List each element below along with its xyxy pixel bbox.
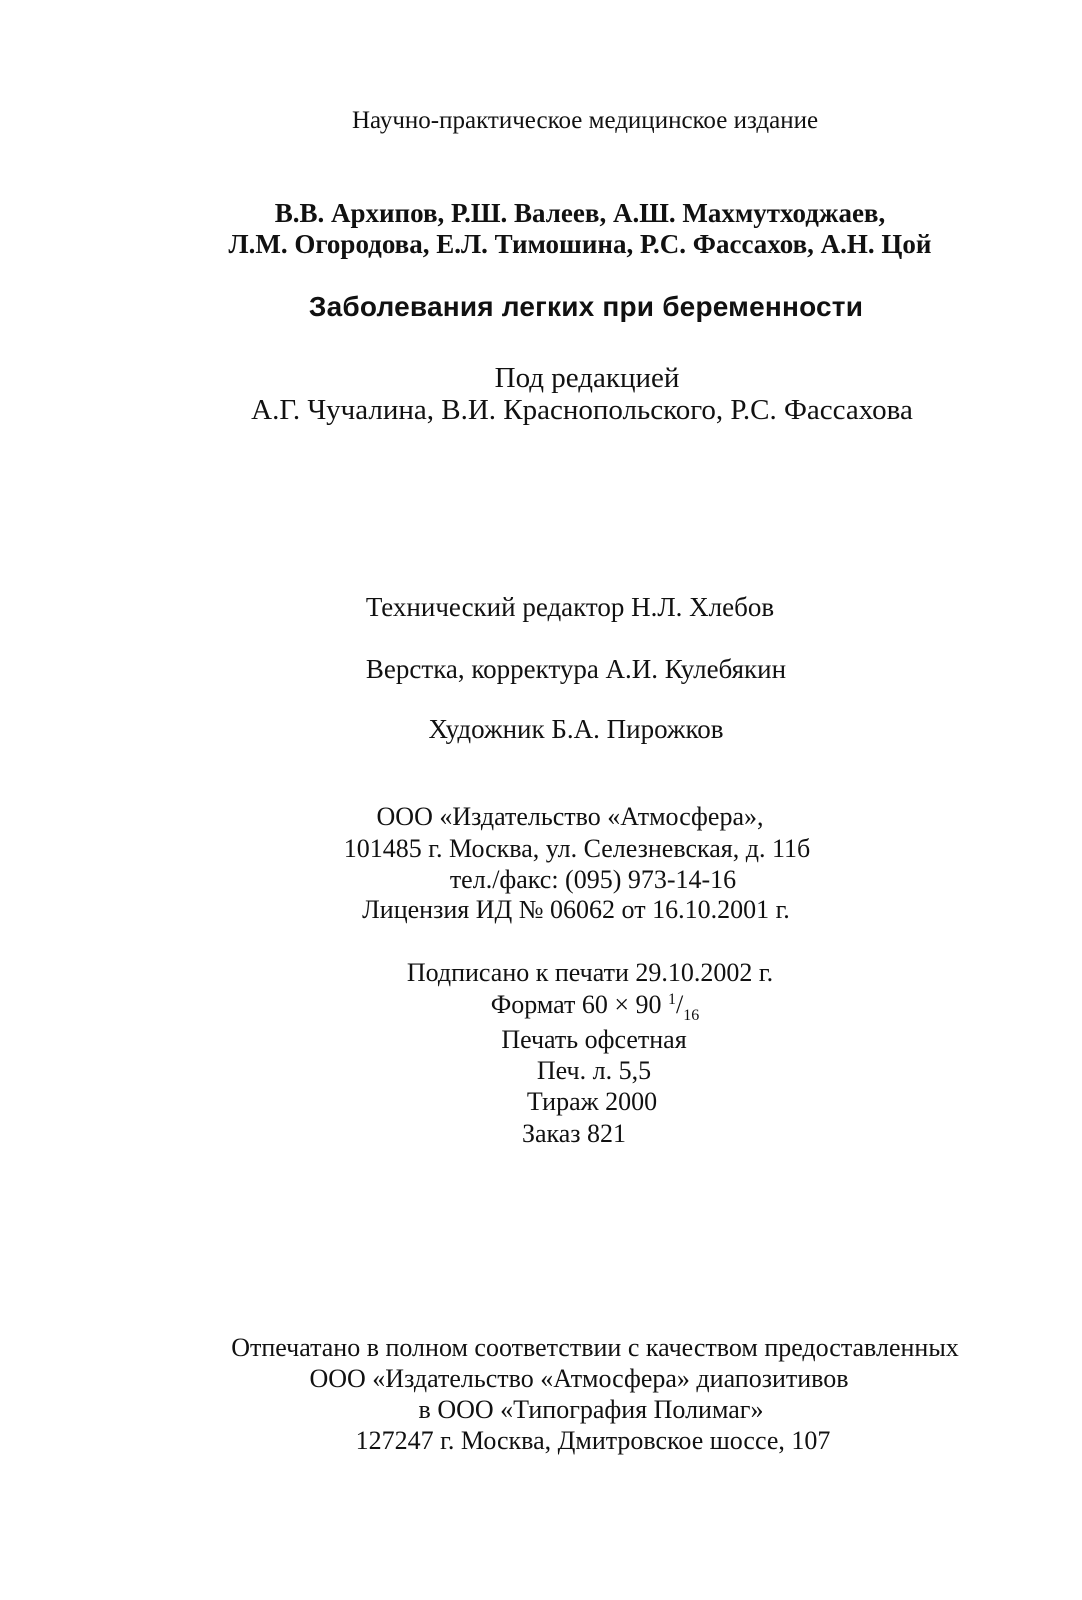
layout-proofreader: Верстка, корректура А.И. Кулебякин: [365, 654, 787, 684]
print-format: [0, 992, 1082, 1024]
printing-note-line-1: Отпечатано в полном соответствии с качеством предоставленных: [231, 1333, 959, 1362]
printing-note-line-4: 127247 г. Москва, Дмитровское шоссе, 107: [355, 1426, 831, 1455]
signed-to-print: Подписано к печати 29.10.2002 г.: [406, 958, 774, 987]
printing-note-line-3: в ООО «Типография Полимаг»: [418, 1395, 764, 1424]
printed-sheets: Печ. л. 5,5: [536, 1056, 652, 1085]
publisher-license: Лицензия ИД № 06062 от 16.10.2001 г.: [362, 895, 790, 924]
publisher-address: 101485 г. Москва, ул. Селезневская, д. 11б: [343, 834, 811, 863]
format-slash: /: [676, 990, 684, 1019]
order-number: Заказ 821: [521, 1119, 627, 1148]
technical-editor: Технический редактор Н.Л. Хлебов: [365, 592, 775, 622]
book-title: Заболевания легких при беременности: [308, 291, 864, 322]
publisher-phone: тел./факс: (095) 973-14-16: [449, 865, 737, 894]
editors-label: Под редакцией: [494, 362, 680, 394]
print-run: Тираж 2000: [526, 1087, 658, 1116]
format-label: Формат 60 × 90: [490, 990, 662, 1019]
editors-names: А.Г. Чучалина, В.И. Краснопольского, Р.С. Фассахова: [251, 394, 913, 426]
print-type: Печать офсетная: [501, 1025, 687, 1054]
edition-type: Научно-практическое медицинское издание: [351, 107, 819, 134]
format-denominator: 16: [683, 1007, 700, 1024]
authors-line-1: В.В. Архипов, Р.Ш. Валеев, А.Ш. Махмутходжаев,: [274, 198, 886, 228]
format-numerator: 1: [668, 991, 677, 1008]
printing-note-line-2: ООО «Издательство «Атмосфера» диапозитивов: [309, 1364, 849, 1393]
publisher-name: ООО «Издательство «Атмосфера»,: [376, 802, 764, 831]
authors-line-2: Л.М. Огородова, Е.Л. Тимошина, Р.С. Фассахов, А.Н. Цой: [228, 229, 932, 259]
artist: Художник Б.А. Пирожков: [428, 714, 724, 744]
